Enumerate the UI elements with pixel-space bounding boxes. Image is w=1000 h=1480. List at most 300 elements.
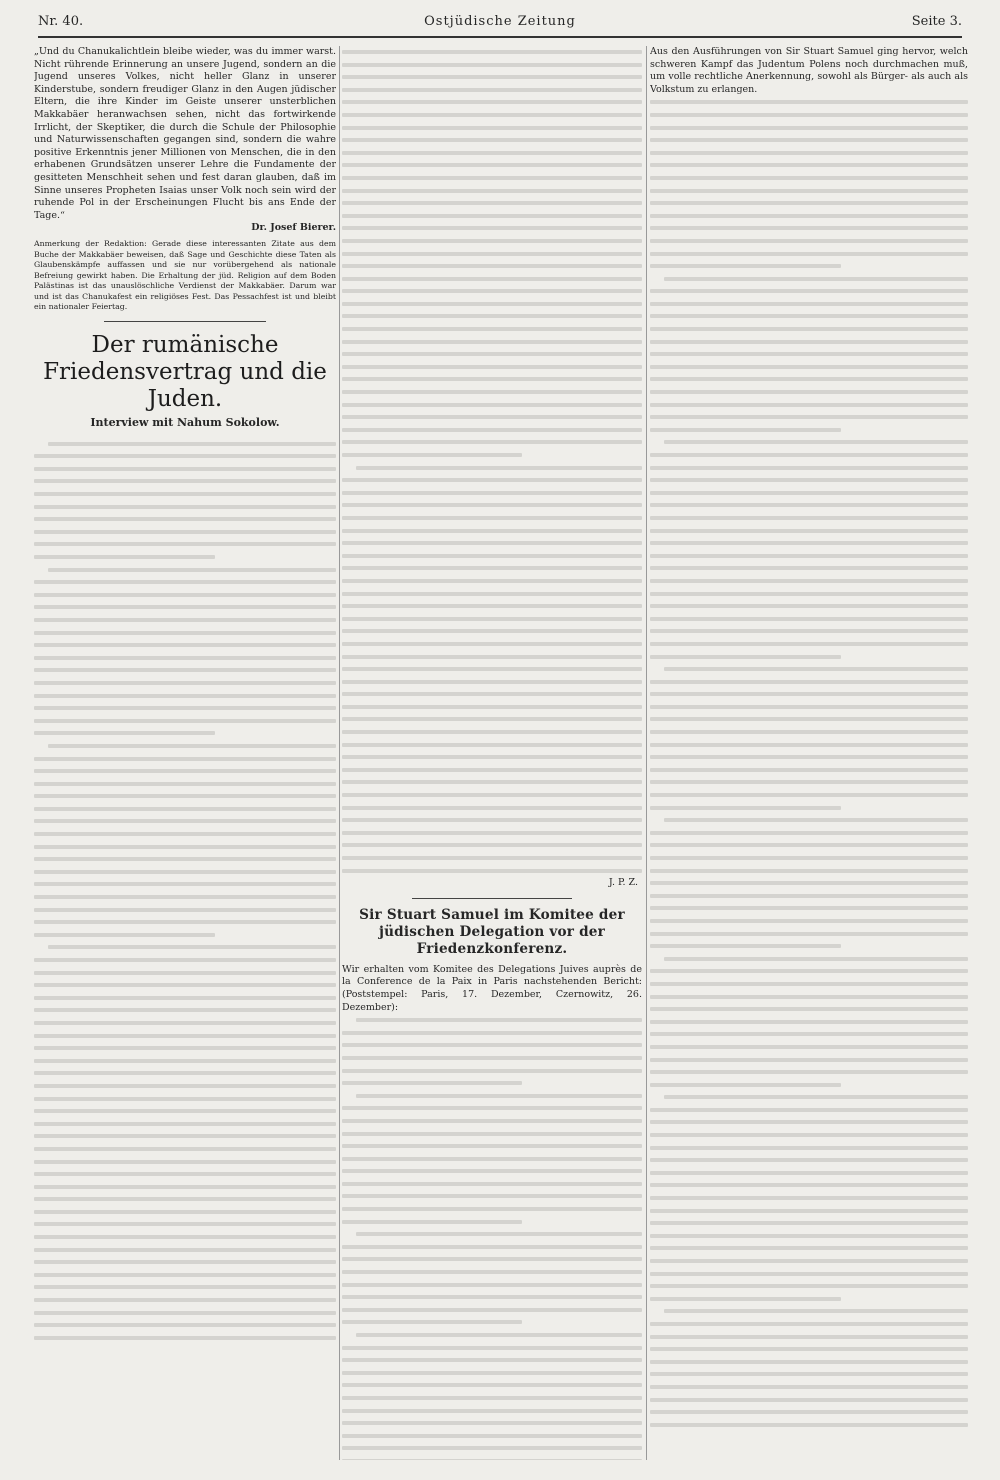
text-line <box>650 1356 968 1369</box>
text-line <box>34 589 336 602</box>
text-line <box>650 1116 968 1129</box>
text-line <box>34 1332 336 1345</box>
text-line <box>34 564 336 577</box>
text-line <box>342 1052 642 1065</box>
text-line <box>650 1129 968 1142</box>
article2-lead: Wir erhalten vom Komitee des Delegations Juives auprès de la Conference de la Paix in Paris nachstehenden Bericht: (Poststempel: Paris, 17. Dezember, Czernowitz, 26. Dezember): <box>342 963 642 1013</box>
divider <box>104 321 266 322</box>
text-line <box>342 1178 642 1191</box>
text-line <box>342 1039 642 1052</box>
text-line <box>34 627 336 640</box>
text-line <box>650 902 968 915</box>
text-line <box>342 1165 642 1178</box>
text-line <box>34 1193 336 1206</box>
text-line <box>342 651 642 664</box>
text-line <box>342 411 642 424</box>
text-line <box>34 576 336 589</box>
text-line <box>342 638 642 651</box>
text-line <box>34 740 336 753</box>
text-line <box>342 537 642 550</box>
text-line <box>650 600 968 613</box>
text-line <box>342 46 642 59</box>
text-line <box>34 475 336 488</box>
text-line <box>650 512 968 525</box>
text-line <box>34 438 336 451</box>
text-line <box>342 1027 642 1040</box>
text-line <box>342 323 642 336</box>
text-line <box>34 1105 336 1118</box>
text-line <box>34 790 336 803</box>
text-line <box>34 450 336 463</box>
text-line <box>342 109 642 122</box>
text-line <box>34 652 336 665</box>
text-line <box>34 463 336 476</box>
editor-note-text: Anmerkung der Redaktion: Gerade diese interessanten Zitate aus dem Buche der Makkabäer beweisen, daß Sage und Geschichte diese Taten als Glaubenskämpfe auffassen und sie nur vorübergehend als nationale Befreiung gewirkt haben. Die Erhaltung der jüd. Religion auf dem Boden Palästinas ist das unauslöschliche Verdienst der Makkabäer. Darum war und ist das Chanukafest ein religiöses Fest. Das Pessachfest ist und bleibt ein nationaler Feiertag. <box>34 238 336 312</box>
text-line <box>650 348 968 361</box>
text-line <box>342 688 642 701</box>
text-line <box>34 1093 336 1106</box>
column-1 <box>34 46 336 1460</box>
text-line <box>650 248 968 261</box>
text-line <box>650 1016 968 1029</box>
text-line <box>342 852 642 865</box>
text-line <box>342 1090 642 1103</box>
divider <box>412 898 572 899</box>
text-line <box>650 323 968 336</box>
text-line <box>650 1041 968 1054</box>
text-line <box>34 1281 336 1294</box>
text-line <box>342 159 642 172</box>
text-line <box>342 839 642 852</box>
text-line <box>34 866 336 879</box>
issue-number: Nr. 40. <box>38 14 84 29</box>
text-line <box>650 676 968 689</box>
text-line <box>650 1280 968 1293</box>
text-line <box>650 1331 968 1344</box>
text-line <box>650 1242 968 1255</box>
text-line <box>342 59 642 72</box>
text-line <box>342 386 642 399</box>
text-line <box>650 1381 968 1394</box>
text-line <box>342 802 642 815</box>
text-line <box>650 298 968 311</box>
text-line <box>342 1140 642 1153</box>
text-line <box>342 525 642 538</box>
text-line <box>342 1316 642 1329</box>
article-body-continued <box>342 46 642 877</box>
text-line <box>34 1181 336 1194</box>
text-line <box>34 904 336 917</box>
text-line <box>34 778 336 791</box>
text-line <box>342 827 642 840</box>
text-line <box>342 701 642 714</box>
text-line <box>342 71 642 84</box>
text-line <box>650 965 968 978</box>
text-line <box>650 361 968 374</box>
text-line <box>650 1343 968 1356</box>
text-line <box>342 210 642 223</box>
column-divider <box>646 46 647 1460</box>
article2-title: Sir Stuart Samuel im Komitee der jüdischen Delegation vor der Friedenzkonferenz. <box>359 906 625 957</box>
text-line <box>342 1304 642 1317</box>
text-line <box>650 185 968 198</box>
text-line <box>650 1205 968 1218</box>
text-line <box>650 436 968 449</box>
text-line <box>650 411 968 424</box>
text-line <box>650 726 968 739</box>
text-line <box>34 815 336 828</box>
text-line <box>342 713 642 726</box>
text-line <box>34 526 336 539</box>
text-line <box>342 310 642 323</box>
text-line <box>342 285 642 298</box>
text-line <box>342 764 642 777</box>
page-header <box>38 14 962 38</box>
text-line <box>342 1405 642 1418</box>
page-number: Seite 3. <box>911 14 962 29</box>
text-line <box>650 1091 968 1104</box>
text-line <box>342 1065 642 1078</box>
text-line <box>650 1167 968 1180</box>
text-line <box>650 928 968 941</box>
text-line <box>650 1406 968 1419</box>
text-line <box>650 915 968 928</box>
text-line <box>342 663 642 676</box>
text-line <box>342 336 642 349</box>
text-line <box>34 1206 336 1219</box>
text-line <box>342 474 642 487</box>
text-line <box>650 751 968 764</box>
text-line <box>342 1102 642 1115</box>
article-body <box>34 438 336 1345</box>
text-line <box>650 713 968 726</box>
text-line <box>650 953 968 966</box>
text-line <box>650 109 968 122</box>
article-title: Der rumänische Friedensvertrag und die Juden. <box>43 332 327 413</box>
text-line <box>342 122 642 135</box>
text-line <box>342 751 642 764</box>
text-line <box>342 1190 642 1203</box>
text-line <box>34 1130 336 1143</box>
text-line <box>342 588 642 601</box>
text-line <box>650 575 968 588</box>
text-line <box>650 537 968 550</box>
text-line <box>34 941 336 954</box>
text-line <box>650 474 968 487</box>
text-line <box>650 1054 968 1067</box>
text-line <box>342 1203 642 1216</box>
text-line <box>650 764 968 777</box>
text-line <box>342 1430 642 1443</box>
text-line <box>342 147 642 160</box>
text-line <box>342 789 642 802</box>
text-line <box>650 462 968 475</box>
editor-note <box>34 239 336 313</box>
text-line <box>342 197 642 210</box>
column-2 <box>342 46 642 1460</box>
text-line <box>650 273 968 286</box>
text-line <box>342 726 642 739</box>
text-line <box>342 1329 642 1342</box>
text-line <box>34 828 336 841</box>
text-line <box>342 600 642 613</box>
text-line <box>342 1392 642 1405</box>
text-line <box>342 550 642 563</box>
text-line <box>650 210 968 223</box>
text-line <box>650 1104 968 1117</box>
text-line <box>34 639 336 652</box>
text-line <box>650 424 968 437</box>
text-line <box>34 916 336 929</box>
text-line <box>342 436 642 449</box>
text-line <box>342 1417 642 1430</box>
text-line <box>650 776 968 789</box>
column3-opening: Aus den Ausführungen von Sir Stuart Samuel ging hervor, welch schweren Kampf das Judentum Polens noch durchmachen muß, um volle rechtliche Anerkennung, sowohl als Bürger- als auch als Volkstum zu erlangen. <box>650 46 968 95</box>
poem-author: Dr. Josef Bierer. <box>251 222 336 234</box>
text-line <box>34 513 336 526</box>
text-line <box>34 967 336 980</box>
text-line <box>342 1279 642 1292</box>
text-line <box>34 538 336 551</box>
text-line <box>650 197 968 210</box>
text-line <box>650 701 968 714</box>
text-line <box>34 677 336 690</box>
text-line <box>34 992 336 1005</box>
text-line <box>342 361 642 374</box>
text-line <box>34 1294 336 1307</box>
text-line <box>650 1003 968 1016</box>
text-line <box>34 878 336 891</box>
text-line <box>34 488 336 501</box>
text-line <box>34 891 336 904</box>
text-line <box>650 852 968 865</box>
column3-body <box>650 96 968 1431</box>
text-line <box>650 1419 968 1432</box>
text-line <box>650 739 968 752</box>
text-line <box>34 841 336 854</box>
text-line <box>342 1253 642 1266</box>
text-line <box>650 449 968 462</box>
article2-body <box>342 1014 642 1460</box>
text-line <box>650 310 968 323</box>
text-line <box>650 1230 968 1243</box>
text-line <box>34 1055 336 1068</box>
text-line <box>342 814 642 827</box>
text-line <box>342 185 642 198</box>
text-line <box>650 260 968 273</box>
text-line <box>650 1305 968 1318</box>
text-line <box>650 789 968 802</box>
text-line <box>34 1269 336 1282</box>
text-line <box>34 1017 336 1030</box>
poem-text: „Und du Chanukalichtlein bleibe wieder, was du immer warst. Nicht rührende Erinnerung an unsere Jugend, sondern an die Jugend unseres Volkes, nicht heller Glanz in unserer Kinderstube, sondern freudiger Glanz in den Augen jüdischer Eltern, die ihre Kinder im Geiste unserer unsterblichen Makkabäer heranwachsen sehen, nicht das fortwirkende Irrlicht, der Skeptiker, die durch die Schule der Philosophie und Naturwissenschaften gegangen sind, sondern die wahre positive Erkenntnis jener Millionen von Menschen, die in den erhabenen Grundsätzen unserer Lehre die Fundamente der gesitteten Menschheit sehen und fest daran glauben, daß im Sinne unseres Propheten Isaias unser Volk noch sein wird der ruhende Pol in der Erscheinungen Flucht bis ans Ende der Tage.“ <box>34 46 336 221</box>
text-line <box>650 134 968 147</box>
column-divider <box>339 46 340 1460</box>
text-line <box>650 1217 968 1230</box>
text-line <box>34 853 336 866</box>
article-subtitle: Interview mit Nahum Sokolow. <box>90 416 280 430</box>
text-line <box>650 399 968 412</box>
text-line <box>342 575 642 588</box>
text-line <box>650 865 968 878</box>
text-line <box>650 827 968 840</box>
text-line <box>34 1231 336 1244</box>
text-line <box>650 159 968 172</box>
text-line <box>650 96 968 109</box>
text-line <box>650 336 968 349</box>
text-line <box>342 562 642 575</box>
text-line <box>34 1156 336 1169</box>
text-line <box>650 638 968 651</box>
text-line <box>650 1268 968 1281</box>
text-line <box>650 1079 968 1092</box>
text-line <box>650 222 968 235</box>
text-line <box>342 1367 642 1380</box>
text-line <box>342 776 642 789</box>
text-line <box>650 172 968 185</box>
text-line <box>650 625 968 638</box>
text-line <box>650 1394 968 1407</box>
newspaper-name: Ostjüdische Zeitung <box>424 14 576 29</box>
text-line <box>650 1318 968 1331</box>
text-line <box>34 702 336 715</box>
text-line <box>650 1028 968 1041</box>
text-line <box>34 690 336 703</box>
text-line <box>342 134 642 147</box>
text-line <box>650 1154 968 1167</box>
text-line <box>650 1179 968 1192</box>
text-line <box>34 1118 336 1131</box>
text-line <box>342 1153 642 1166</box>
text-line <box>650 1293 968 1306</box>
text-line <box>342 613 642 626</box>
text-line <box>650 839 968 852</box>
text-line <box>342 487 642 500</box>
text-line <box>650 663 968 676</box>
text-line <box>650 814 968 827</box>
text-line <box>342 1128 642 1141</box>
text-line <box>342 235 642 248</box>
text-line <box>650 562 968 575</box>
text-line <box>650 651 968 664</box>
text-line <box>650 940 968 953</box>
text-line <box>342 348 642 361</box>
text-line <box>650 487 968 500</box>
text-line <box>342 1228 642 1241</box>
text-line <box>34 551 336 564</box>
text-line <box>342 1354 642 1367</box>
text-line <box>34 1143 336 1156</box>
text-line <box>342 96 642 109</box>
text-line <box>34 1218 336 1231</box>
text-line <box>34 664 336 677</box>
text-line <box>650 1368 968 1381</box>
text-line <box>650 1255 968 1268</box>
text-line <box>342 462 642 475</box>
text-line <box>650 373 968 386</box>
text-line <box>342 1014 642 1027</box>
text-line <box>34 1256 336 1269</box>
text-line <box>342 399 642 412</box>
text-line <box>342 373 642 386</box>
text-line <box>650 285 968 298</box>
text-line <box>342 260 642 273</box>
text-line <box>650 386 968 399</box>
text-line <box>34 1244 336 1257</box>
text-line <box>342 84 642 97</box>
text-line <box>34 803 336 816</box>
text-line <box>650 1192 968 1205</box>
text-line <box>342 449 642 462</box>
text-line <box>34 1168 336 1181</box>
text-line <box>342 222 642 235</box>
text-line <box>342 298 642 311</box>
text-line <box>650 688 968 701</box>
text-line <box>650 235 968 248</box>
text-line <box>650 890 968 903</box>
text-line <box>650 978 968 991</box>
text-line <box>342 1266 642 1279</box>
text-line <box>34 1067 336 1080</box>
text-line <box>34 1042 336 1055</box>
text-line <box>650 1066 968 1079</box>
text-line <box>650 991 968 1004</box>
text-line <box>342 273 642 286</box>
text-line <box>342 1077 642 1090</box>
text-line <box>342 1241 642 1254</box>
text-line <box>650 525 968 538</box>
article-signature: J. P. Z. <box>608 877 638 889</box>
text-line <box>342 1291 642 1304</box>
text-line <box>34 954 336 967</box>
text-line <box>34 715 336 728</box>
text-line <box>342 1216 642 1229</box>
text-line <box>650 499 968 512</box>
text-line <box>342 512 642 525</box>
text-line <box>34 601 336 614</box>
text-line <box>34 727 336 740</box>
text-line <box>34 1319 336 1332</box>
text-line <box>342 1342 642 1355</box>
text-line <box>34 1307 336 1320</box>
text-line <box>342 865 642 878</box>
text-line <box>34 979 336 992</box>
text-line <box>342 676 642 689</box>
text-line <box>650 147 968 160</box>
text-line <box>650 122 968 135</box>
column-3 <box>650 46 968 1460</box>
text-line <box>34 1004 336 1017</box>
text-line <box>342 625 642 638</box>
text-line <box>342 1442 642 1455</box>
text-line <box>650 877 968 890</box>
text-line <box>342 739 642 752</box>
text-line <box>342 1115 642 1128</box>
text-line <box>34 614 336 627</box>
text-line <box>342 248 642 261</box>
text-line <box>342 172 642 185</box>
text-line <box>342 424 642 437</box>
text-line <box>650 802 968 815</box>
text-line <box>34 753 336 766</box>
text-line <box>650 1142 968 1155</box>
text-line <box>650 613 968 626</box>
text-line <box>650 588 968 601</box>
text-line <box>34 765 336 778</box>
text-line <box>342 499 642 512</box>
text-line <box>650 550 968 563</box>
text-line <box>342 1379 642 1392</box>
